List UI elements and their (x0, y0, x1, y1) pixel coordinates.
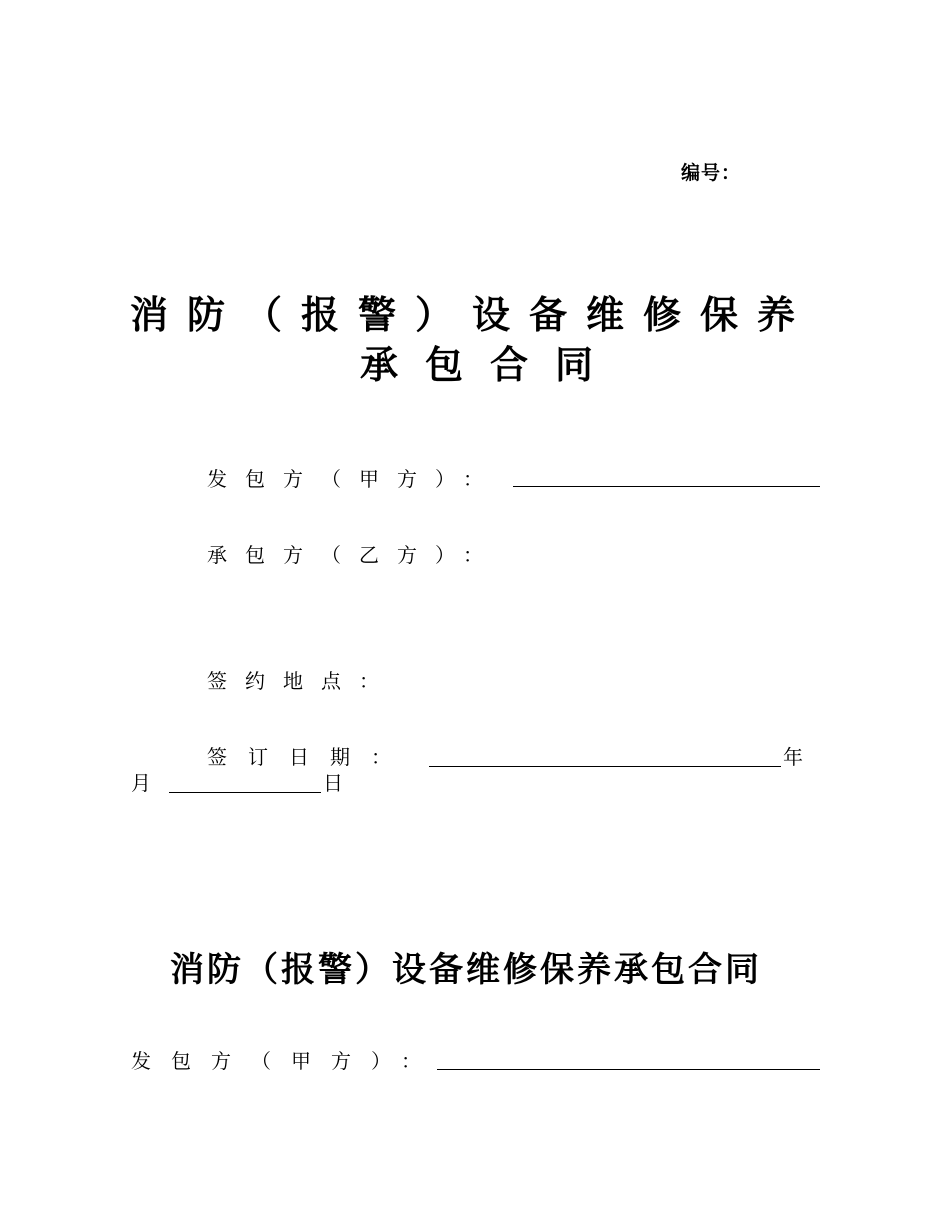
year-label: 年 (783, 745, 803, 769)
sign-date-month-underline (169, 792, 321, 793)
cover-title-line2: 承包合同 (360, 343, 621, 387)
cover-title-line1: 消防（报警）设备维修保养 (130, 293, 815, 337)
sign-date-year-underline (429, 766, 781, 767)
party-b-label: 承包方（乙方）： (207, 543, 501, 567)
sign-place-label: 签约地点： (207, 669, 397, 693)
sign-date-label: 签订日期： (207, 745, 412, 769)
party-a-underline (513, 486, 820, 487)
contract-title: 消防（报警）设备维修保养承包合同 (170, 950, 762, 990)
body-party-a-underline (437, 1069, 820, 1070)
serial-number-label: 编号： (681, 162, 742, 184)
body-party-a-label: 发包方（甲方）： (131, 1049, 441, 1073)
day-label: 日 (323, 771, 343, 795)
party-a-label: 发包方（甲方）： (207, 467, 501, 491)
month-label: 月 (131, 771, 151, 795)
